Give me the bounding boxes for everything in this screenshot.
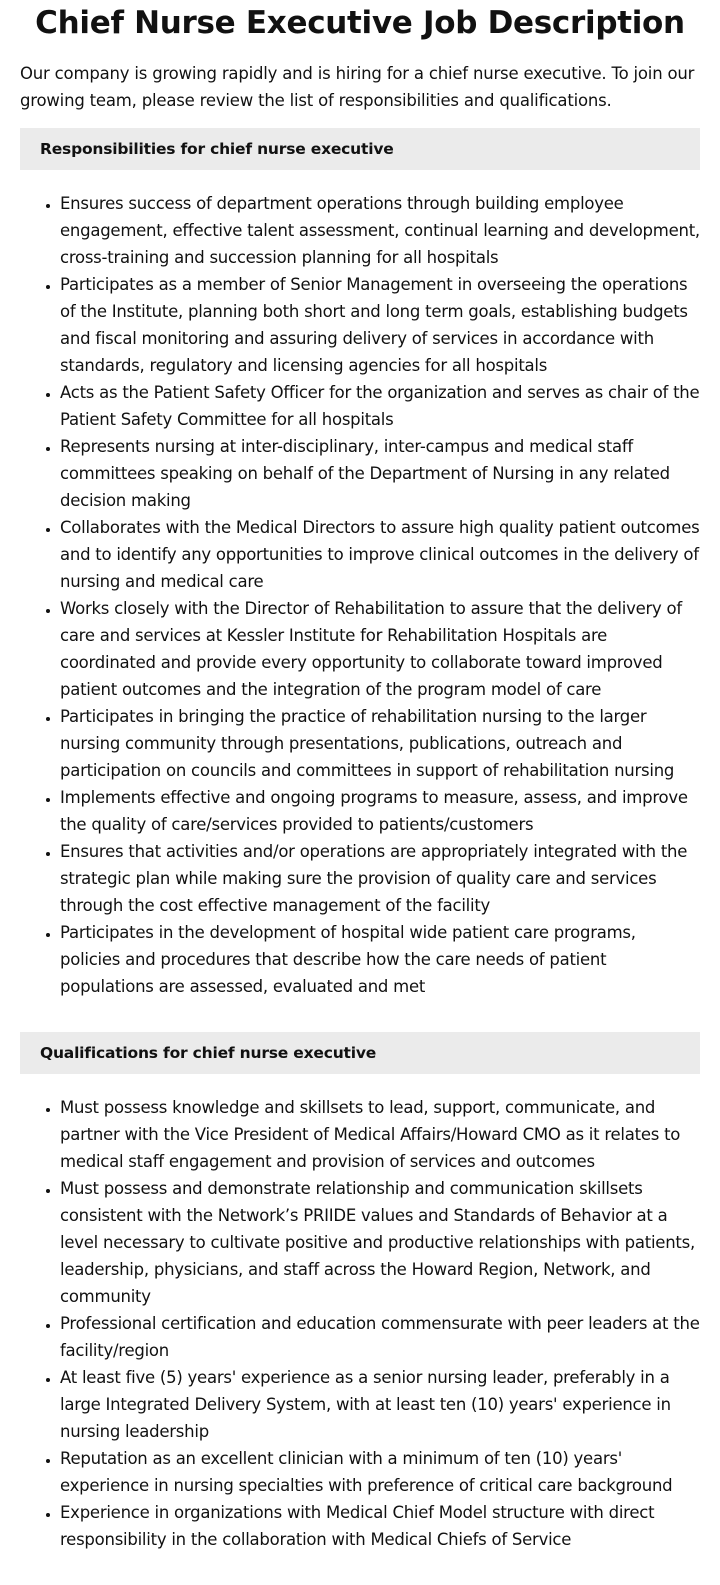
responsibilities-list [20, 190, 700, 1000]
list-item: • Implements effective and ongoing programs to measure, assess, and improve the quality of care/services provided to patients/customers [60, 784, 700, 838]
qualifications-list [20, 1094, 700, 1553]
list-item: • Represents nursing at inter-disciplinary, inter-campus and medical staff committees speaking on behalf of the Department of Nursing in any related decision making [60, 433, 700, 514]
list-item: • Must possess knowledge and skillsets to lead, support, communicate, and partner with the Vice President of Medical Affairs/Howard CMO as it relates to medical staff engagement and provision of services and outcomes [60, 1094, 700, 1175]
list-item: • Participates as a member of Senior Management in overseeing the operations of the Institute, planning both short and long term goals, establishing budgets and fiscal monitoring and assuring delivery of services in accordance with standards, regulatory and licensing agencies for all hospitals [60, 271, 700, 379]
page-title: Chief Nurse Executive Job Description [35, 5, 685, 41]
list-item: • Collaborates with the Medical Directors to assure high quality patient outcomes and to identify any opportunities to improve clinical outcomes in the delivery of nursing and medical care [60, 514, 700, 595]
responsibilities-heading: Responsibilities for chief nurse executive [20, 128, 700, 170]
qualifications-heading: Qualifications for chief nurse executive [20, 1032, 700, 1074]
list-item: • At least five (5) years' experience as a senior nursing leader, preferably in a large Integrated Delivery System, with at least ten (10) years' experience in nursing leadership [60, 1364, 700, 1445]
list-item: • Participates in bringing the practice of rehabilitation nursing to the larger nursing community through presentations, publications, outreach and participation on councils and committees in support of rehabilitation nursing [60, 703, 700, 784]
list-item: • Reputation as an excellent clinician with a minimum of ten (10) years' experience in nursing specialties with preference of critical care background [60, 1445, 700, 1499]
intro-paragraph: Our company is growing rapidly and is hiring for a chief nurse executive. To join our growing team, please review the list of responsibilities and qualifications. [20, 64, 695, 110]
list-item: • Experience in organizations with Medical Chief Model structure with direct responsibility in the collaboration with Medical Chiefs of Service [60, 1499, 700, 1553]
list-item: • Ensures that activities and/or operations are appropriately integrated with the strategic plan while making sure the provision of quality care and services through the cost effective management of the facility [60, 838, 700, 919]
list-item: • Participates in the development of hospital wide patient care programs, policies and procedures that describe how the care needs of patient populations are assessed, evaluated and met [60, 919, 700, 1000]
list-item: • Must possess and demonstrate relationship and communication skillsets consistent with the Network’s PRIIDE values and Standards of Behavior at a level necessary to cultivate positive and productive relationships with patients, leadership, physicians, and staff across the Howard Region, Network, and community [60, 1175, 700, 1310]
list-item: • Ensures success of department operations through building employee engagement, effective talent assessment, continual learning and development, cross-training and succession planning for all hospitals [60, 190, 700, 271]
list-item: • Professional certification and education commensurate with peer leaders at the facility/region [60, 1310, 700, 1364]
list-item: • Works closely with the Director of Rehabilitation to assure that the delivery of care and services at Kessler Institute for Rehabilitation Hospitals are coordinated and provide every opportunity to collaborate toward improved patient outcomes and the integration of the program model of care [60, 595, 700, 703]
list-item: • Acts as the Patient Safety Officer for the organization and serves as chair of the Patient Safety Committee for all hospitals [60, 379, 700, 433]
